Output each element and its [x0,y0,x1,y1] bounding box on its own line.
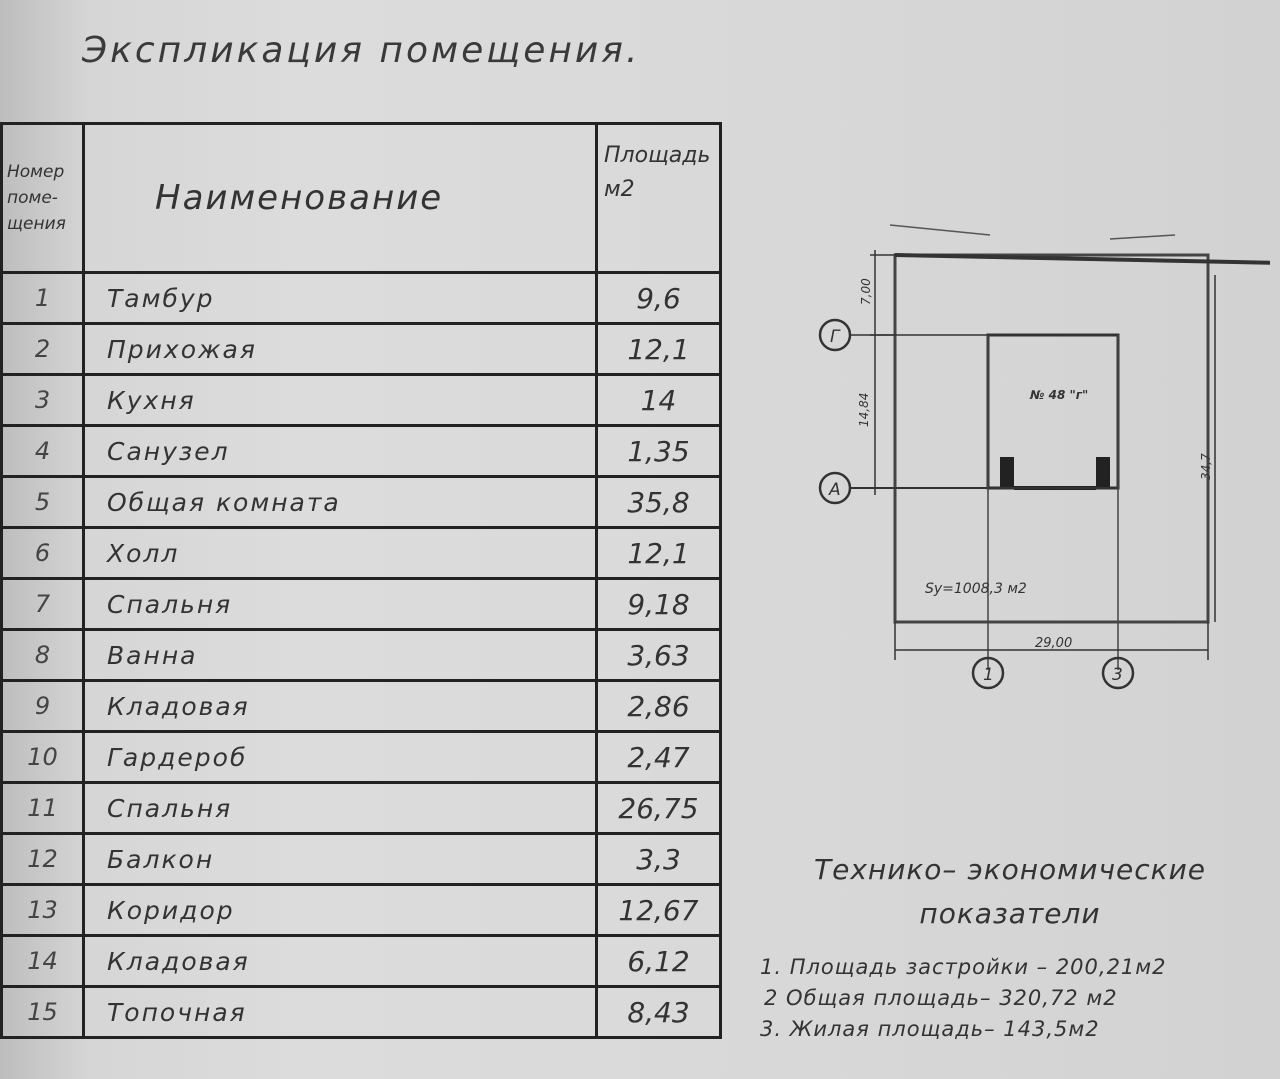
axis-label-a: А [829,480,841,500]
room-area: 9,6 [597,273,721,324]
room-area: 1,35 [597,426,721,477]
room-number: 12 [2,834,84,885]
room-area: 6,12 [597,936,721,987]
table-row [2,579,721,630]
header-room-name: Наименование [84,124,597,273]
room-number: 14 [2,936,84,987]
axis-label-3: 3 [1112,665,1123,685]
room-name: Спальня [84,579,597,630]
table-row [2,324,721,375]
table-row [2,732,721,783]
room-area: 12,1 [597,324,721,375]
room-name: Спальня [84,783,597,834]
table-header-row [2,124,721,273]
room-area: 3,63 [597,630,721,681]
dim-right-label: 34,7 [1199,453,1213,480]
room-area: 35,8 [597,477,721,528]
axis-label-g: Г [830,327,840,347]
plot-boundary [895,255,1208,622]
dim-bottom-label: 29,00 [1035,636,1073,651]
table-row [2,426,721,477]
room-name: Прихожая [84,324,597,375]
dim-left-label: 14,84 [857,392,871,427]
rooms-table [0,122,722,1039]
indicator-item: 1. Площадь застройки – 200,21м2 [760,955,1167,979]
room-number: 4 [2,426,84,477]
room-number: 1 [2,273,84,324]
indicator-item: 2 Общая площадь– 320,72 м2 [764,986,1118,1010]
plot-area-label: Sу=1008,3 м2 [925,581,1027,597]
room-name: Гардероб [84,732,597,783]
table-row [2,681,721,732]
axis-label-1: 1 [983,665,994,685]
room-number: 5 [2,477,84,528]
room-name: Кухня [84,375,597,426]
table-row [2,375,721,426]
room-area: 26,75 [597,783,721,834]
table-row [2,273,721,324]
room-name: Кладовая [84,681,597,732]
room-area: 9,18 [597,579,721,630]
room-name: Балкон [84,834,597,885]
room-name: Топочная [84,987,597,1038]
table-row [2,987,721,1038]
table-row [2,630,721,681]
room-area: 12,67 [597,885,721,936]
page-title: Экспликация помещения. [82,30,641,71]
indicator-item: 3. Жилая площадь– 143,5м2 [760,1017,1100,1041]
room-area: 14 [597,375,721,426]
room-number: 10 [2,732,84,783]
building-porch [1096,457,1110,488]
room-name: Ванна [84,630,597,681]
room-name: Общая комната [84,477,597,528]
room-number: 7 [2,579,84,630]
table-row [2,528,721,579]
table-row [2,783,721,834]
indicators-list [760,955,1270,1048]
room-area: 2,47 [597,732,721,783]
table-row [2,885,721,936]
room-number: 15 [2,987,84,1038]
room-area: 3,3 [597,834,721,885]
room-area: 2,86 [597,681,721,732]
header-room-number: Номер поме- щения [2,124,84,273]
building-label: № 48 "г" [1030,388,1089,402]
room-number: 2 [2,324,84,375]
header-room-area: Площадь м2 [597,124,721,273]
room-number: 3 [2,375,84,426]
room-name: Холл [84,528,597,579]
building-porch [1000,457,1014,488]
dim-top-label: 7,00 [859,278,873,305]
dim-line [1110,235,1175,239]
table-row [2,936,721,987]
table-row [2,834,721,885]
room-number: 11 [2,783,84,834]
indicators-title: Технико– экономические показатели [813,853,1206,930]
room-area: 12,1 [597,528,721,579]
room-number: 9 [2,681,84,732]
room-name: Санузел [84,426,597,477]
table-row [2,477,721,528]
room-number: 8 [2,630,84,681]
room-name: Тамбур [84,273,597,324]
site-plan [790,195,1270,695]
room-number: 13 [2,885,84,936]
room-name: Коридор [84,885,597,936]
dim-line [890,225,990,235]
room-area: 8,43 [597,987,721,1038]
room-number: 6 [2,528,84,579]
room-name: Кладовая [84,936,597,987]
